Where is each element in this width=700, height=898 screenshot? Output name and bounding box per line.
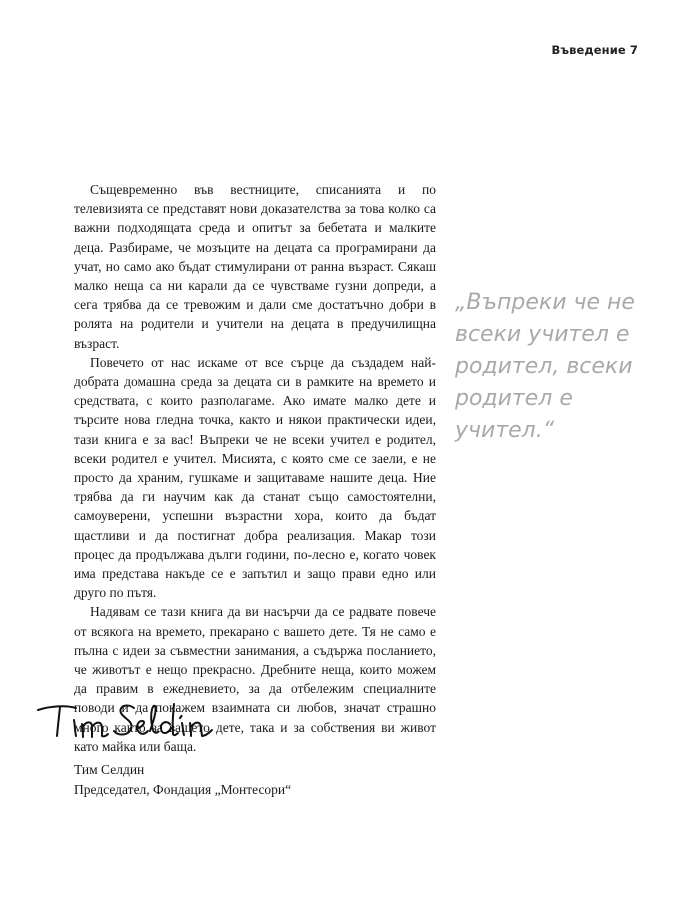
paragraph: Надявам се тази книга да ви насърчи да се радвате повече от всякога на времето, прекарано с вашето дете. Тя не само е пълна с идеи за съвместни занимания, а съдържа посланието, че животът е нещо прекрасно. Дребните неща, които можем да правим в ежедневието, за да отбележим специалните поводи и да покажем взаимната си любов, значат страшно много както за вашето дете, така и за собствения ви живот като майка или баща. [74, 604, 436, 754]
handwritten-signature [30, 690, 250, 750]
paragraph: Повечето от нас искаме от все сърце да създадем най-добрата домашна среда за децата си в рамките на времето и средствата, с които разполагаме. Ако имате малко дете и търсите нова гледна точка, както и някои практически идеи, тази книга е за вас! Въпреки че не всеки учител е родител, всеки родител е учител. Мисията, с която сме се заели, е не просто да храним, гушкаме и защитаваме нашите деца. Ние трябва да ги научим как да станат също самостоятелни, самоуверени, успешни възрастни хора, които да бъдат щастливи и да постигнат добра реализация. Макар този процес да продължава дълги години, по-лесно е, когато човек има представа накъде се е запътил и защо прави едно или друго по пътя. [74, 354, 436, 601]
paragraph: Същевременно във вестниците, списанията и по телевизията се представят нови доказателства за това колко са важни подходящата среда и опитът за бебетата и малките деца. Разбираме, че мозъците на децата са програмирани да учат, но само ако бъдат стимулирани от ранна възраст. Сякаш малко неща са ни карали да се чувстваме гузни допреди, а сега трябва да се тревожим и дали сме достатъчно добри в ролята на родители и учители на децата в предучилищна възраст. [74, 182, 436, 351]
body-text [74, 180, 436, 756]
author-name: Тим Селдин [74, 762, 145, 777]
author-title: Председател, Фондация „Монтесори“ [74, 782, 292, 797]
pull-quote: „Въпреки че не всеки учител е родител, всеки родител е учител.“ [455, 290, 635, 443]
running-head: Въведение 7 [551, 43, 638, 57]
